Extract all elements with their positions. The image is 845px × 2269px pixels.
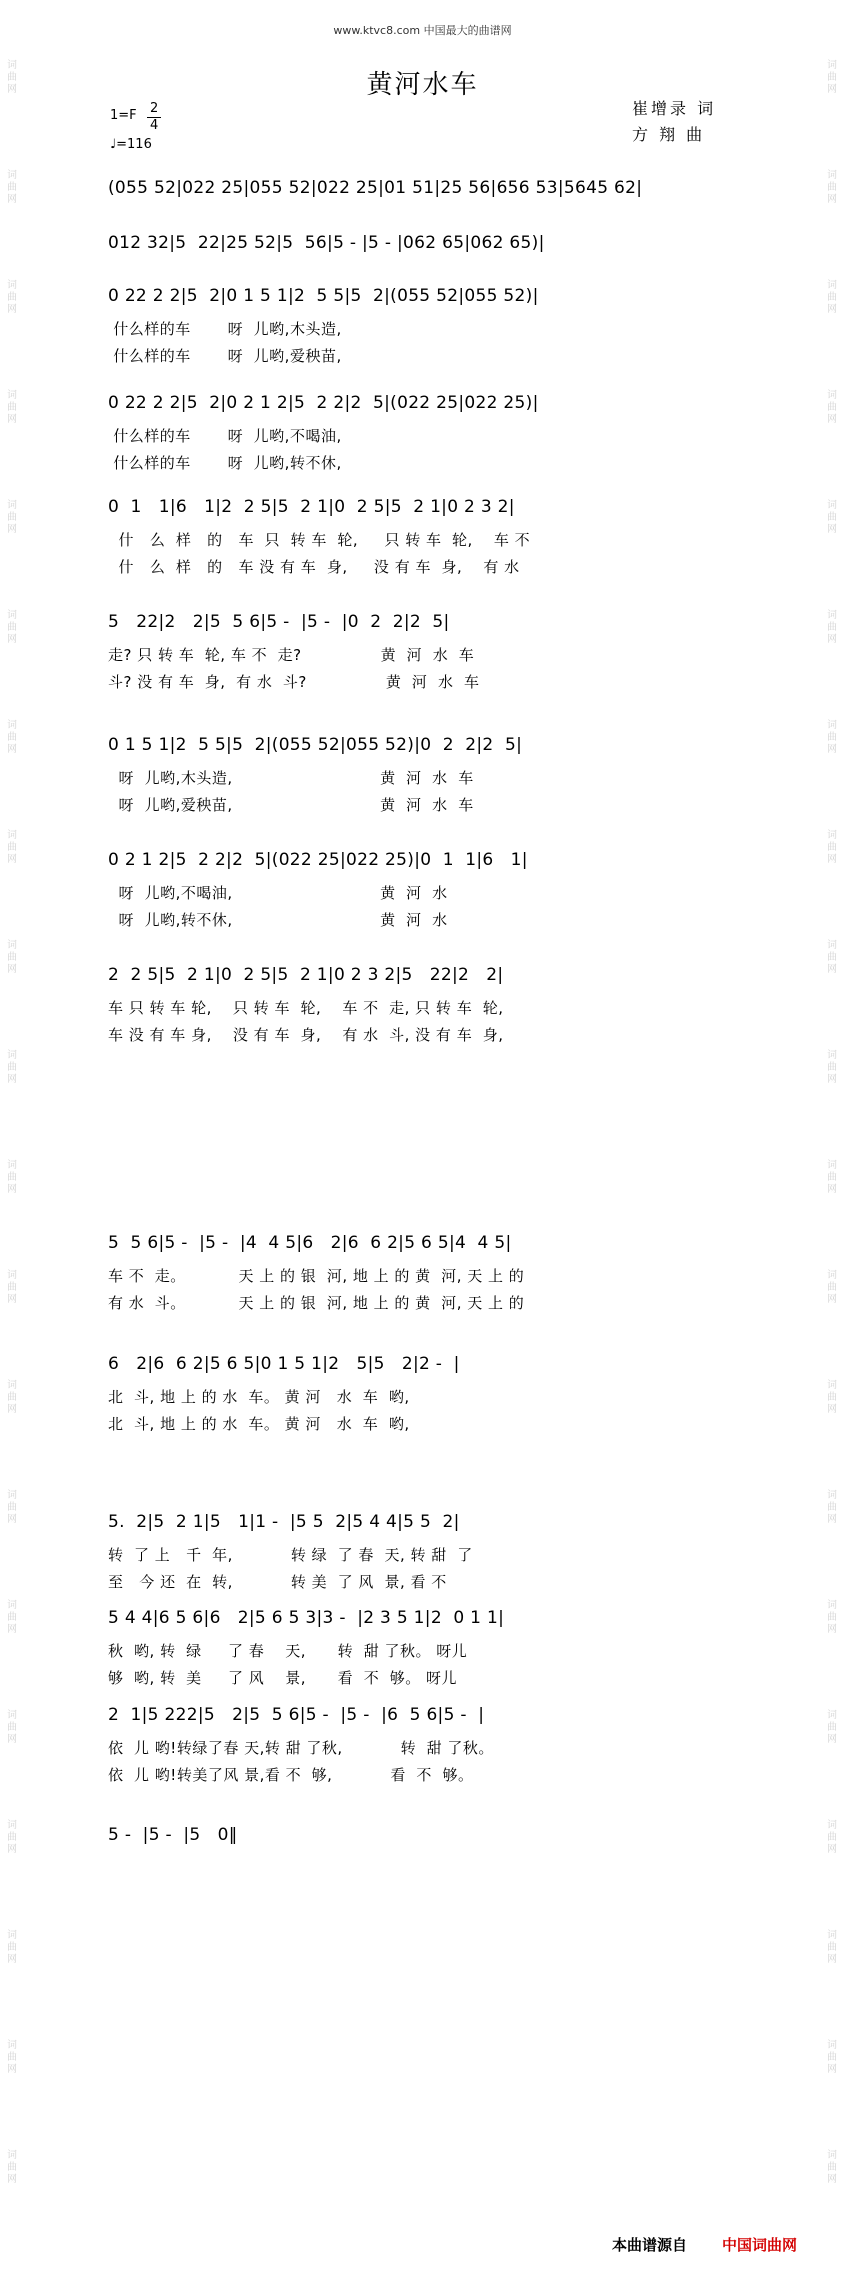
- watermark-text: 词曲网: [7, 1270, 17, 1305]
- notes-line: 5 - |5 - |5 0‖: [108, 1825, 238, 1845]
- watermark-text: 词曲网: [827, 1930, 837, 1965]
- watermark-text: 词曲网: [827, 940, 837, 975]
- lyric-line: 什 么 样 的 车 没 有 车 身, 没 有 车 身, 有 水: [108, 558, 520, 576]
- lyric-line: 依 儿 哟!转美了风 景,看 不 够, 看 不 够。: [108, 1766, 474, 1784]
- watermark-text: 词曲网: [7, 390, 17, 425]
- notes-line: 5. 2|5 2 1|5 1|1 - |5 5 2|5 4 4|5 5 2|: [108, 1512, 460, 1532]
- composer-credit: 方 翔 曲: [632, 125, 706, 144]
- notes-line: 5 4 4|6 5 6|6 2|5 6 5 3|3 - |2 3 5 1|2 0 1 1|: [108, 1608, 505, 1628]
- notes-line: (055 52|022 25|055 52|022 25|01 51|25 56|656 53|5645 62|: [108, 178, 643, 198]
- page-title: 黄河水车: [366, 70, 479, 100]
- watermark-text: 词曲网: [827, 610, 837, 645]
- watermark-text: 词曲网: [7, 2040, 17, 2075]
- watermark-text: 词曲网: [7, 940, 17, 975]
- lyric-line: 够 哟, 转 美 了 风 景, 看 不 够。 呀儿: [108, 1669, 458, 1687]
- watermark-text: 词曲网: [827, 60, 837, 95]
- time-signature-numerator: 2: [150, 101, 159, 116]
- watermark-text: 词曲网: [7, 1050, 17, 1085]
- lyric-line: 呀 儿哟,木头造, 黄 河 水 车: [108, 769, 474, 787]
- notes-line: 2 1|5 222|5 2|5 5 6|5 - |5 - |6 5 6|5 - |: [108, 1705, 485, 1725]
- watermark-text: 词曲网: [7, 60, 17, 95]
- notes-line: 0 1 5 1|2 5 5|5 2|(055 52|055 52)|0 2 2|2 5|: [108, 735, 523, 755]
- lyric-line: 北 斗, 地 上 的 水 车。 黄 河 水 车 哟,: [108, 1415, 410, 1433]
- watermark-text: 词曲网: [827, 1160, 837, 1195]
- notes-line: 0 22 2 2|5 2|0 2 1 2|5 2 2|2 5|(022 25|022 25)|: [108, 393, 539, 413]
- watermark-text: 词曲网: [827, 1490, 837, 1525]
- notes-line: 0 2 1 2|5 2 2|2 5|(022 25|022 25)|0 1 1|6 1|: [108, 850, 528, 870]
- notes-line: 0 22 2 2|5 2|0 1 5 1|2 5 5|5 2|(055 52|055 52)|: [108, 286, 539, 306]
- tempo-mark: ♩=116: [110, 137, 152, 152]
- lyric-line: 至 今 还 在 转, 转 美 了 风 景, 看 不: [108, 1573, 447, 1591]
- watermark-text: 词曲网: [827, 1270, 837, 1305]
- time-signature-denominator: 4: [150, 118, 159, 133]
- watermark-text: 词曲网: [7, 1820, 17, 1855]
- notes-line: 2 2 5|5 2 1|0 2 5|5 2 1|0 2 3 2|5 22|2 2|: [108, 965, 504, 985]
- watermark-text: 词曲网: [827, 1710, 837, 1745]
- watermark-text: 词曲网: [827, 1600, 837, 1635]
- lyric-line: 北 斗, 地 上 的 水 车。 黄 河 水 车 哟,: [108, 1388, 410, 1406]
- lyric-line: 呀 儿哟,不喝油, 黄 河 水: [108, 884, 448, 902]
- watermark-text: 词曲网: [7, 170, 17, 205]
- watermark-text: 词曲网: [7, 1490, 17, 1525]
- footer-source-label: 本曲谱源自: [612, 2236, 688, 2254]
- lyric-line: 走? 只 转 车 轮, 车 不 走? 黄 河 水 车: [108, 646, 475, 664]
- watermark-text: 词曲网: [827, 500, 837, 535]
- notes-line: 5 5 6|5 - |5 - |4 4 5|6 2|6 6 2|5 6 5|4 4 5|: [108, 1233, 512, 1253]
- watermark-text: 词曲网: [827, 2150, 837, 2185]
- watermark-text: 词曲网: [7, 830, 17, 865]
- lyric-line: 依 儿 哟!转绿了春 天,转 甜 了秋, 转 甜 了秋。: [108, 1739, 494, 1757]
- watermark-text: 词曲网: [7, 610, 17, 645]
- lyric-line: 什么样的车 呀 儿哟,不喝油,: [108, 427, 342, 445]
- watermark-text: 词曲网: [7, 1160, 17, 1195]
- footer-brand-link[interactable]: 中国词曲网: [722, 2236, 798, 2254]
- watermark-text: 词曲网: [7, 720, 17, 755]
- key-signature: 1=F: [110, 108, 137, 123]
- lyric-line: 车 只 转 车 轮, 只 转 车 轮, 车 不 走, 只 转 车 轮,: [108, 999, 504, 1017]
- lyric-line: 车 不 走。 天 上 的 银 河, 地 上 的 黄 河, 天 上 的: [108, 1267, 525, 1285]
- lyric-line: 车 没 有 车 身, 没 有 车 身, 有 水 斗, 没 有 车 身,: [108, 1026, 504, 1044]
- lyric-line: 呀 儿哟,转不休, 黄 河 水: [108, 911, 448, 929]
- watermark-text: 词曲网: [827, 2040, 837, 2075]
- watermark-text: 词曲网: [7, 1600, 17, 1635]
- watermark-text: 词曲网: [7, 1380, 17, 1415]
- watermark-text: 词曲网: [7, 2150, 17, 2185]
- watermark-text: 词曲网: [827, 720, 837, 755]
- watermark-text: 词曲网: [827, 390, 837, 425]
- notes-line: 5 22|2 2|5 5 6|5 - |5 - |0 2 2|2 5|: [108, 612, 450, 632]
- watermark-text: 词曲网: [827, 1820, 837, 1855]
- watermark-text: 词曲网: [827, 1380, 837, 1415]
- lyric-line: 什么样的车 呀 儿哟,爱秧苗,: [108, 347, 342, 365]
- lyric-line: 什么样的车 呀 儿哟,转不休,: [108, 454, 342, 472]
- watermark-text: 词曲网: [7, 1710, 17, 1745]
- watermark-text: 词曲网: [827, 830, 837, 865]
- lyric-line: 转 了 上 千 年, 转 绿 了 春 天, 转 甜 了: [108, 1546, 473, 1564]
- site-url[interactable]: www.ktvc8.com 中国最大的曲谱网: [333, 24, 512, 37]
- notes-line: 6 2|6 6 2|5 6 5|0 1 5 1|2 5|5 2|2 - |: [108, 1354, 460, 1374]
- lyricist-credit: 崔增录 词: [632, 99, 717, 118]
- watermark-text: 词曲网: [7, 1930, 17, 1965]
- lyric-line: 斗? 没 有 车 身, 有 水 斗? 黄 河 水 车: [108, 673, 480, 691]
- lyric-line: 有 水 斗。 天 上 的 银 河, 地 上 的 黄 河, 天 上 的: [108, 1294, 525, 1312]
- notes-line: 012 32|5 22|25 52|5 56|5 - |5 - |062 65|062 65)|: [108, 233, 545, 253]
- watermark-text: 词曲网: [827, 280, 837, 315]
- watermark-text: 词曲网: [7, 280, 17, 315]
- lyric-line: 什么样的车 呀 儿哟,木头造,: [108, 320, 342, 338]
- watermark-text: 词曲网: [827, 170, 837, 205]
- watermark-text: 词曲网: [7, 500, 17, 535]
- lyric-line: 秋 哟, 转 绿 了 春 天, 转 甜 了秋。 呀儿: [108, 1642, 468, 1660]
- lyric-line: 什 么 样 的 车 只 转 车 轮, 只 转 车 轮, 车 不: [108, 531, 531, 549]
- notes-line: 0 1 1|6 1|2 2 5|5 2 1|0 2 5|5 2 1|0 2 3 2|: [108, 497, 515, 517]
- watermark-text: 词曲网: [827, 1050, 837, 1085]
- lyric-line: 呀 儿哟,爱秧苗, 黄 河 水 车: [108, 796, 474, 814]
